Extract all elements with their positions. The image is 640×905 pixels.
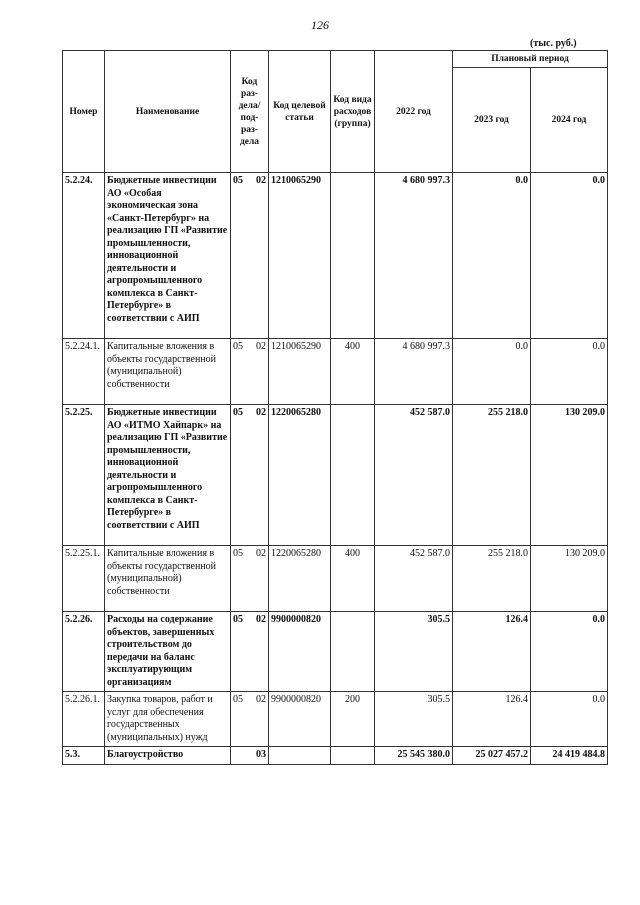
row-2023: 126.4 xyxy=(453,692,531,747)
unit-note: (тыс. руб.) xyxy=(530,38,577,49)
row-name: Бюджетные инвестиции АО «Особая экономическая зона «Санкт-Петербург» на реализацию ГП «Развитие промышленности, инновационной деятельности и агропромышленного комплекса в Санкт-Петербурге» в соответствии с АИП xyxy=(105,173,231,339)
row-expense-type xyxy=(331,612,375,692)
row-name: Капитальные вложения в объекты государственной (муниципальной) собственности xyxy=(105,546,231,612)
row-2022: 4 680 997.3 xyxy=(375,173,453,339)
row-2024: 0.0 xyxy=(531,692,608,747)
header-expense-type: Код вида расходов (группа) xyxy=(331,51,375,173)
row-2024: 24 419 484.8 xyxy=(531,747,608,765)
header-plan-period: Плановый период xyxy=(453,51,608,68)
row-section: 05 02 xyxy=(231,339,269,405)
row-section: 05 02 xyxy=(231,692,269,747)
row-number: 5.2.26.1. xyxy=(63,692,105,747)
header-section: Код раз-дела/ под-раз-дела xyxy=(231,51,269,173)
row-expense-type xyxy=(331,747,375,765)
row-number: 5.2.26. xyxy=(63,612,105,692)
table-row xyxy=(63,405,608,546)
row-section: 05 02 xyxy=(231,173,269,339)
table-row xyxy=(63,173,608,339)
budget-table xyxy=(62,50,608,765)
row-2023: 255 218.0 xyxy=(453,546,531,612)
row-number: 5.2.24.1. xyxy=(63,339,105,405)
row-2024: 0.0 xyxy=(531,612,608,692)
row-expense-type xyxy=(331,405,375,546)
row-name: Бюджетные инвестиции АО «ИТМО Хайпарк» на реализацию ГП «Развитие промышленности, инновационной деятельности и агропромышленного комплекса в Санкт-Петербурге» в соответствии с АИП xyxy=(105,405,231,546)
row-target: 9900000820 xyxy=(269,692,331,747)
row-2022: 25 545 380.0 xyxy=(375,747,453,765)
row-target: 9900000820 xyxy=(269,612,331,692)
row-target: 1210065290 xyxy=(269,173,331,339)
row-name: Расходы на содержание объектов, завершенных строительством до передачи на баланс эксплуатирующим организациям xyxy=(105,612,231,692)
row-expense-type: 400 xyxy=(331,339,375,405)
row-2023: 126.4 xyxy=(453,612,531,692)
row-2022: 452 587.0 xyxy=(375,405,453,546)
row-2024: 130 209.0 xyxy=(531,546,608,612)
row-expense-type xyxy=(331,173,375,339)
header-name: Наименование xyxy=(105,51,231,173)
header-2022: 2022 год xyxy=(375,51,453,173)
row-number: 5.2.25.1. xyxy=(63,546,105,612)
row-number: 5.3. xyxy=(63,747,105,765)
row-name: Благоустройство xyxy=(105,747,231,765)
row-target: 1220065280 xyxy=(269,405,331,546)
row-expense-type: 400 xyxy=(331,546,375,612)
row-number: 5.2.25. xyxy=(63,405,105,546)
row-2024: 130 209.0 xyxy=(531,405,608,546)
header-target: Код целевой статьи xyxy=(269,51,331,173)
row-section: 03 xyxy=(231,747,269,765)
row-target: 1220065280 xyxy=(269,546,331,612)
row-section: 05 02 xyxy=(231,546,269,612)
row-2024: 0.0 xyxy=(531,339,608,405)
row-name: Капитальные вложения в объекты государственной (муниципальной) собственности xyxy=(105,339,231,405)
table-row xyxy=(63,546,608,612)
row-2023: 25 027 457.2 xyxy=(453,747,531,765)
row-number: 5.2.24. xyxy=(63,173,105,339)
row-2022: 305.5 xyxy=(375,692,453,747)
row-2023: 255 218.0 xyxy=(453,405,531,546)
row-2022: 305.5 xyxy=(375,612,453,692)
row-section: 05 02 xyxy=(231,405,269,546)
row-2023: 0.0 xyxy=(453,173,531,339)
page-number: 126 xyxy=(311,18,329,32)
row-name: Закупка товаров, работ и услуг для обеспечения государственных (муниципальных) нужд xyxy=(105,692,231,747)
row-target xyxy=(269,747,331,765)
row-2022: 452 587.0 xyxy=(375,546,453,612)
table-row xyxy=(63,612,608,692)
row-target: 1210065290 xyxy=(269,339,331,405)
row-2024: 0.0 xyxy=(531,173,608,339)
header-number: Номер xyxy=(63,51,105,173)
row-2022: 4 680 997.3 xyxy=(375,339,453,405)
row-2023: 0.0 xyxy=(453,339,531,405)
table-row xyxy=(63,747,608,765)
row-section: 05 02 xyxy=(231,612,269,692)
table-row xyxy=(63,692,608,747)
row-expense-type: 200 xyxy=(331,692,375,747)
table-row xyxy=(63,339,608,405)
header-2024: 2024 год xyxy=(531,68,608,173)
header-2023: 2023 год xyxy=(453,68,531,173)
